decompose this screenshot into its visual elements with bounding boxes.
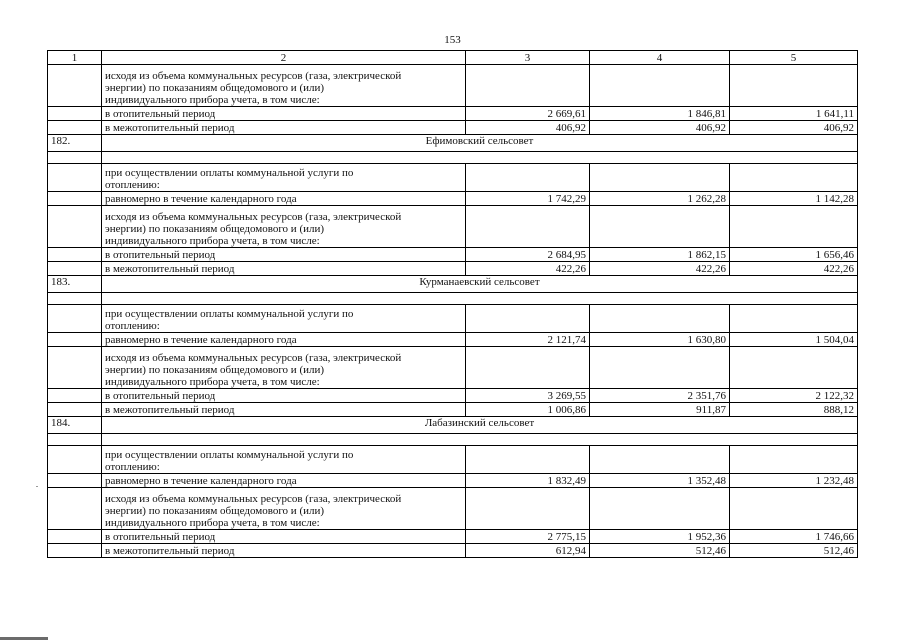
interheating-row [48, 121, 858, 135]
section-title-row [48, 135, 858, 152]
value-cell: 406,92 [590, 121, 730, 135]
payment-row [48, 446, 858, 474]
evenly-row [48, 192, 858, 206]
value-cell: 1 832,49 [466, 474, 590, 488]
num-cell [48, 164, 102, 192]
metering-text [102, 206, 466, 248]
empty-cell [730, 446, 858, 474]
heating-row [48, 389, 858, 403]
num-cell [48, 121, 102, 135]
value-cell: 2 775,15 [466, 530, 590, 544]
section-name: Ефимовский сельсовет [102, 135, 858, 152]
metering-line: энергии) по показаниям общедомового и (или) [105, 223, 325, 235]
metering-line: исходя из объема коммунальных ресурсов (газа, электрической [105, 211, 402, 223]
spacer-row [48, 293, 858, 305]
empty-cell [730, 65, 858, 107]
empty-cell [466, 488, 590, 530]
value-cell: 2 351,76 [590, 389, 730, 403]
value-cell: 512,46 [590, 544, 730, 558]
empty-cell [48, 293, 102, 305]
metering-line: исходя из объема коммунальных ресурсов (газа, электрической [105, 352, 402, 364]
metering-text [102, 347, 466, 389]
spacer-row [48, 152, 858, 164]
payment-text [102, 305, 466, 333]
num-cell [48, 305, 102, 333]
metering-line: энергии) по показаниям общедомового и (или) [105, 364, 325, 376]
empty-cell [590, 65, 730, 107]
empty-cell [466, 164, 590, 192]
num-cell [48, 333, 102, 347]
value-cell: 406,92 [730, 121, 858, 135]
empty-cell [102, 293, 858, 305]
metering-line: индивидуального прибора учета, в том числе: [105, 376, 320, 388]
empty-cell [590, 488, 730, 530]
empty-cell [590, 347, 730, 389]
num-cell [48, 262, 102, 276]
heating-row [48, 530, 858, 544]
interheating-label: в межотопительный период [102, 121, 466, 135]
payment-text [102, 164, 466, 192]
num-cell [48, 488, 102, 530]
empty-cell [590, 446, 730, 474]
value-cell: 406,92 [466, 121, 590, 135]
header-col-1: 1 [48, 51, 102, 65]
value-cell: 1 504,04 [730, 333, 858, 347]
scan-speck [36, 486, 38, 487]
page-number: 153 [444, 34, 461, 46]
section-number: 183. [48, 276, 102, 293]
payment-line: при осуществлении оплаты коммунальной услуги по [105, 449, 354, 461]
value-cell: 512,46 [730, 544, 858, 558]
value-cell: 1 846,81 [590, 107, 730, 121]
spacer-row [48, 434, 858, 446]
value-cell: 1 952,36 [590, 530, 730, 544]
num-cell [48, 446, 102, 474]
interheating-label: в межотопительный период [102, 544, 466, 558]
num-cell [48, 107, 102, 121]
metering-row [48, 488, 858, 530]
num-cell [48, 65, 102, 107]
metering-line: исходя из объема коммунальных ресурсов (газа, электрической [105, 70, 402, 82]
evenly-label: равномерно в течение календарного года [102, 474, 466, 488]
heating-label: в отопительный период [102, 248, 466, 262]
header-col-4: 4 [590, 51, 730, 65]
empty-cell [102, 434, 858, 446]
value-cell: 2 684,95 [466, 248, 590, 262]
interheating-row [48, 262, 858, 276]
value-cell: 888,12 [730, 403, 858, 417]
interheating-row [48, 403, 858, 417]
metering-line: энергии) по показаниям общедомового и (или) [105, 505, 325, 517]
empty-cell [730, 488, 858, 530]
value-cell: 1 006,86 [466, 403, 590, 417]
metering-line: исходя из объема коммунальных ресурсов (газа, электрической [105, 493, 402, 505]
empty-cell [102, 152, 858, 164]
empty-cell [590, 305, 730, 333]
num-cell [48, 248, 102, 262]
section-name: Курманаевский сельсовет [102, 276, 858, 293]
evenly-row [48, 474, 858, 488]
empty-cell [730, 305, 858, 333]
value-cell: 1 630,80 [590, 333, 730, 347]
payment-line: отоплению: [105, 179, 160, 191]
section-name: Лабазинский сельсовет [102, 417, 858, 434]
header-col-5: 5 [730, 51, 858, 65]
value-cell: 1 142,28 [730, 192, 858, 206]
metering-line: индивидуального прибора учета, в том числе: [105, 94, 320, 106]
metering-text [102, 488, 466, 530]
num-cell [48, 544, 102, 558]
num-cell [48, 474, 102, 488]
empty-cell [466, 305, 590, 333]
interheating-label: в межотопительный период [102, 262, 466, 276]
value-cell: 911,87 [590, 403, 730, 417]
payment-line: при осуществлении оплаты коммунальной услуги по [105, 167, 354, 179]
value-cell: 612,94 [466, 544, 590, 558]
section-title-row [48, 417, 858, 434]
empty-cell [466, 446, 590, 474]
value-cell: 1 746,66 [730, 530, 858, 544]
num-cell [48, 206, 102, 248]
value-cell: 422,26 [730, 262, 858, 276]
empty-cell [730, 164, 858, 192]
metering-line: индивидуального прибора учета, в том числе: [105, 517, 320, 529]
payment-text [102, 446, 466, 474]
heating-label: в отопительный период [102, 530, 466, 544]
evenly-label: равномерно в течение календарного года [102, 333, 466, 347]
num-cell [48, 389, 102, 403]
num-cell [48, 530, 102, 544]
value-cell: 1 742,29 [466, 192, 590, 206]
payment-row [48, 164, 858, 192]
metering-line: индивидуального прибора учета, в том числе: [105, 235, 320, 247]
value-cell: 1 641,11 [730, 107, 858, 121]
value-cell: 1 262,28 [590, 192, 730, 206]
payment-line: при осуществлении оплаты коммунальной услуги по [105, 308, 354, 320]
value-cell: 1 232,48 [730, 474, 858, 488]
metering-row [48, 347, 858, 389]
header-col-3: 3 [466, 51, 590, 65]
value-cell: 422,26 [590, 262, 730, 276]
empty-cell [466, 206, 590, 248]
empty-cell [730, 347, 858, 389]
value-cell: 3 269,55 [466, 389, 590, 403]
num-cell [48, 403, 102, 417]
heating-label: в отопительный период [102, 389, 466, 403]
empty-cell [466, 347, 590, 389]
section-number: 182. [48, 135, 102, 152]
empty-cell [48, 434, 102, 446]
empty-cell [590, 164, 730, 192]
num-cell [48, 192, 102, 206]
heating-row [48, 248, 858, 262]
metering-row [48, 65, 858, 107]
value-cell: 2 121,74 [466, 333, 590, 347]
payment-line: отоплению: [105, 320, 160, 332]
empty-cell [48, 152, 102, 164]
section-number: 184. [48, 417, 102, 434]
payment-row [48, 305, 858, 333]
metering-line: энергии) по показаниям общедомового и (или) [105, 82, 325, 94]
section-title-row [48, 276, 858, 293]
empty-cell [590, 206, 730, 248]
header-col-2: 2 [102, 51, 466, 65]
header-row [48, 51, 858, 65]
metering-text [102, 65, 466, 107]
evenly-label: равномерно в течение календарного года [102, 192, 466, 206]
metering-row [48, 206, 858, 248]
value-cell: 2 669,61 [466, 107, 590, 121]
value-cell: 2 122,32 [730, 389, 858, 403]
num-cell [48, 347, 102, 389]
interheating-row [48, 544, 858, 558]
interheating-label: в межотопительный период [102, 403, 466, 417]
value-cell: 1 862,15 [590, 248, 730, 262]
empty-cell [466, 65, 590, 107]
empty-cell [730, 206, 858, 248]
tariff-table [47, 50, 858, 558]
value-cell: 422,26 [466, 262, 590, 276]
evenly-row [48, 333, 858, 347]
heating-row [48, 107, 858, 121]
payment-line: отоплению: [105, 461, 160, 473]
heating-label: в отопительный период [102, 107, 466, 121]
value-cell: 1 352,48 [590, 474, 730, 488]
value-cell: 1 656,46 [730, 248, 858, 262]
